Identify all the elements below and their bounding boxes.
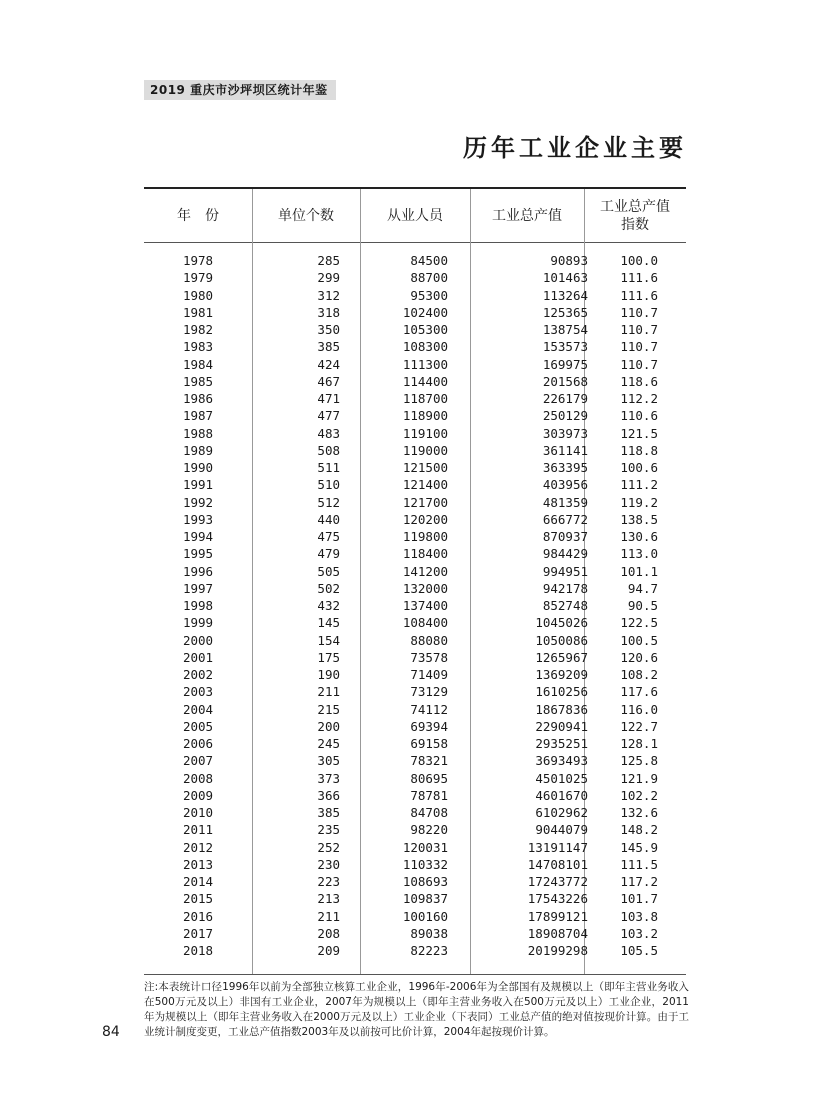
cell-employees: 84500 — [410, 253, 448, 268]
cell-output: 17543226 — [527, 891, 588, 907]
cell-units: 440 — [317, 511, 340, 527]
table-row — [144, 787, 686, 804]
cell-year: 1997 — [182, 580, 214, 596]
column-header-units: 单位个数 — [278, 208, 334, 224]
table-row — [144, 390, 686, 407]
cell-employees: 118700 — [402, 391, 448, 406]
cell-units: 479 — [317, 546, 340, 562]
table-row — [144, 580, 686, 597]
cell-year: 1982 — [182, 322, 214, 337]
table-row — [144, 701, 686, 718]
cell-year: 1981 — [182, 304, 214, 320]
cell-output: 666772 — [542, 511, 588, 527]
column-header-output: 工业总产值 — [492, 208, 562, 224]
cell-units: 385 — [317, 339, 340, 355]
table-row — [144, 942, 686, 959]
cell-employees: 69158 — [410, 736, 448, 751]
cell-year: 2005 — [182, 718, 214, 734]
cell-employees: 95300 — [410, 287, 448, 303]
cell-employees: 132000 — [402, 580, 448, 596]
table-row — [144, 632, 686, 649]
cell-employees: 74112 — [410, 701, 448, 717]
table-row — [144, 839, 686, 856]
cell-output: 13191147 — [527, 839, 588, 855]
table-row — [144, 476, 686, 493]
cell-output-index: 110.7 — [620, 322, 658, 337]
cell-units: 211 — [317, 908, 340, 924]
cell-output: 3693493 — [535, 753, 588, 769]
cell-year: 2011 — [182, 822, 214, 838]
cell-units: 510 — [317, 477, 340, 493]
table-row — [144, 407, 686, 424]
cell-year: 1988 — [182, 425, 214, 441]
cell-employees: 110332 — [402, 856, 448, 872]
table-row — [144, 856, 686, 873]
cell-year: 2010 — [182, 805, 214, 820]
cell-units: 200 — [317, 718, 340, 734]
cell-units: 223 — [317, 874, 340, 889]
cell-employees: 78781 — [410, 787, 448, 803]
cell-year: 2015 — [182, 891, 214, 907]
cell-year: 1978 — [182, 253, 214, 268]
table-top-rule — [144, 187, 686, 189]
cell-units: 373 — [317, 770, 340, 786]
cell-output: 125365 — [542, 304, 588, 320]
table-row — [144, 356, 686, 373]
cell-output: 169975 — [542, 356, 588, 372]
cell-output-index: 101.1 — [620, 563, 658, 579]
column-header-output-index: 工业总产值 指数 — [600, 199, 670, 233]
cell-units: 285 — [317, 253, 340, 268]
cell-output-index: 90.5 — [627, 598, 658, 613]
cell-output-index: 113.0 — [620, 546, 658, 562]
cell-employees: 121500 — [402, 460, 448, 475]
cell-employees: 108693 — [402, 874, 448, 889]
cell-units: 424 — [317, 356, 340, 372]
cell-output: 18908704 — [527, 925, 588, 941]
cell-employees: 88700 — [410, 270, 448, 286]
cell-units: 350 — [317, 322, 340, 337]
cell-units: 190 — [317, 667, 340, 682]
cell-year: 1991 — [182, 477, 214, 493]
cell-year: 2013 — [182, 856, 214, 872]
cell-units: 299 — [317, 270, 340, 286]
yearbook-header: 2019 重庆市沙坪坝区统计年鉴 — [150, 83, 328, 97]
table-row — [144, 321, 686, 338]
cell-employees: 78321 — [410, 753, 448, 769]
cell-year: 1996 — [182, 563, 214, 579]
column-header-year: 年 份 — [177, 208, 219, 224]
cell-employees: 120031 — [402, 839, 448, 855]
cell-output-index: 117.6 — [620, 684, 658, 700]
cell-output-index: 122.5 — [620, 615, 658, 631]
cell-output: 942178 — [542, 580, 588, 596]
cell-output: 994951 — [542, 563, 588, 579]
cell-output-index: 110.6 — [620, 408, 658, 424]
table-row — [144, 338, 686, 355]
table-row — [144, 304, 686, 321]
cell-units: 483 — [317, 425, 340, 441]
cell-units: 432 — [317, 598, 340, 613]
cell-year: 2018 — [182, 943, 214, 958]
cell-output-index: 148.2 — [620, 822, 658, 838]
cell-output-index: 110.7 — [620, 304, 658, 320]
table-row — [144, 649, 686, 666]
cell-employees: 108300 — [402, 339, 448, 355]
cell-output-index: 100.0 — [620, 253, 658, 268]
cell-output: 101463 — [542, 270, 588, 286]
cell-output: 403956 — [542, 477, 588, 493]
table-row — [144, 614, 686, 631]
cell-output: 1610256 — [535, 684, 588, 700]
cell-output: 201568 — [542, 373, 588, 389]
table-row — [144, 373, 686, 390]
cell-output-index: 112.2 — [620, 391, 658, 406]
cell-output: 9044079 — [535, 822, 588, 838]
cell-output: 250129 — [542, 408, 588, 424]
cell-output-index: 119.2 — [620, 494, 658, 510]
cell-output-index: 128.1 — [620, 736, 658, 751]
cell-year: 2000 — [182, 632, 214, 648]
cell-output: 2290941 — [535, 718, 588, 734]
table-row — [144, 494, 686, 511]
cell-output-index: 125.8 — [620, 753, 658, 769]
page-title: 历年工业企业主要 — [463, 134, 687, 162]
cell-units: 505 — [317, 563, 340, 579]
cell-units: 208 — [317, 925, 340, 941]
cell-output-index: 103.8 — [620, 908, 658, 924]
table-body — [144, 252, 686, 959]
table-row — [144, 718, 686, 735]
table-row — [144, 804, 686, 821]
cell-units: 318 — [317, 304, 340, 320]
cell-output: 852748 — [542, 598, 588, 613]
cell-output-index: 100.6 — [620, 460, 658, 475]
table-row — [144, 563, 686, 580]
cell-output: 20199298 — [527, 943, 588, 958]
cell-units: 154 — [317, 632, 340, 648]
cell-output-index: 111.2 — [620, 477, 658, 493]
cell-units: 508 — [317, 442, 340, 458]
cell-employees: 121400 — [402, 477, 448, 493]
cell-output-index: 110.7 — [620, 356, 658, 372]
cell-year: 1980 — [182, 287, 214, 303]
cell-year: 2012 — [182, 839, 214, 855]
table-row — [144, 425, 686, 442]
cell-year: 1983 — [182, 339, 214, 355]
cell-output: 17899121 — [527, 908, 588, 924]
cell-employees: 80695 — [410, 770, 448, 786]
table-row — [144, 287, 686, 304]
cell-output-index: 100.5 — [620, 632, 658, 648]
cell-units: 213 — [317, 891, 340, 907]
cell-year: 2003 — [182, 684, 214, 700]
cell-year: 1985 — [182, 373, 214, 389]
table-row — [144, 511, 686, 528]
cell-units: 467 — [317, 373, 340, 389]
table-row — [144, 890, 686, 907]
cell-output-index: 111.5 — [620, 856, 658, 872]
cell-year: 2007 — [182, 753, 214, 769]
cell-units: 230 — [317, 856, 340, 872]
cell-employees: 111300 — [402, 356, 448, 372]
cell-output: 113264 — [542, 287, 588, 303]
cell-output: 14708101 — [527, 856, 588, 872]
cell-employees: 137400 — [402, 598, 448, 613]
table-row — [144, 666, 686, 683]
cell-output: 1369209 — [535, 667, 588, 682]
cell-year: 2006 — [182, 736, 214, 751]
table-row — [144, 683, 686, 700]
cell-output: 6102962 — [535, 805, 588, 820]
cell-employees: 119000 — [402, 442, 448, 458]
cell-employees: 108400 — [402, 615, 448, 631]
cell-output: 2935251 — [535, 736, 588, 751]
cell-output-index: 130.6 — [620, 529, 658, 544]
cell-employees: 141200 — [402, 563, 448, 579]
cell-employees: 69394 — [410, 718, 448, 734]
cell-year: 2001 — [182, 649, 214, 665]
cell-year: 1995 — [182, 546, 214, 562]
cell-output-index: 145.9 — [620, 839, 658, 855]
cell-year: 1979 — [182, 270, 214, 286]
cell-output-index: 102.2 — [620, 787, 658, 803]
cell-output: 226179 — [542, 391, 588, 406]
cell-output: 481359 — [542, 494, 588, 510]
table-row — [144, 442, 686, 459]
cell-units: 312 — [317, 287, 340, 303]
cell-year: 1987 — [182, 408, 214, 424]
table-row — [144, 908, 686, 925]
cell-units: 475 — [317, 529, 340, 544]
table-row — [144, 528, 686, 545]
cell-output: 1867836 — [535, 701, 588, 717]
cell-output-index: 118.8 — [620, 442, 658, 458]
cell-year: 2002 — [182, 667, 214, 682]
cell-employees: 82223 — [410, 943, 448, 958]
cell-employees: 89038 — [410, 925, 448, 941]
cell-year: 2016 — [182, 908, 214, 924]
cell-units: 512 — [317, 494, 340, 510]
table-row — [144, 873, 686, 890]
table-row — [144, 545, 686, 562]
cell-year: 2009 — [182, 787, 214, 803]
cell-units: 235 — [317, 822, 340, 838]
cell-output-index: 138.5 — [620, 511, 658, 527]
table-row — [144, 252, 686, 269]
cell-employees: 73129 — [410, 684, 448, 700]
cell-output: 1050086 — [535, 632, 588, 648]
cell-employees: 118400 — [402, 546, 448, 562]
cell-employees: 118900 — [402, 408, 448, 424]
cell-year: 2008 — [182, 770, 214, 786]
table-row — [144, 597, 686, 614]
cell-output: 153573 — [542, 339, 588, 355]
cell-employees: 102400 — [402, 304, 448, 320]
cell-units: 477 — [317, 408, 340, 424]
cell-output-index: 111.6 — [620, 270, 658, 286]
cell-employees: 88080 — [410, 632, 448, 648]
cell-output: 870937 — [542, 529, 588, 544]
cell-employees: 119800 — [402, 529, 448, 544]
table-row — [144, 770, 686, 787]
table-row — [144, 459, 686, 476]
cell-output-index: 122.7 — [620, 718, 658, 734]
cell-output: 4501025 — [535, 770, 588, 786]
cell-year: 2017 — [182, 925, 214, 941]
cell-output-index: 94.7 — [627, 580, 658, 596]
cell-output: 1265967 — [535, 649, 588, 665]
cell-output: 1045026 — [535, 615, 588, 631]
cell-employees: 73578 — [410, 649, 448, 665]
cell-output: 303973 — [542, 425, 588, 441]
cell-output: 138754 — [542, 322, 588, 337]
cell-employees: 98220 — [410, 822, 448, 838]
cell-units: 215 — [317, 701, 340, 717]
cell-output-index: 120.6 — [620, 649, 658, 665]
cell-units: 211 — [317, 684, 340, 700]
table-row — [144, 269, 686, 286]
table-row — [144, 821, 686, 838]
cell-output-index: 111.6 — [620, 287, 658, 303]
cell-employees: 120200 — [402, 511, 448, 527]
cell-units: 145 — [317, 615, 340, 631]
column-header-employees: 从业人员 — [387, 208, 443, 224]
cell-output-index: 132.6 — [620, 805, 658, 820]
cell-units: 502 — [317, 580, 340, 596]
table-header-rule — [144, 242, 686, 243]
cell-output: 17243772 — [527, 874, 588, 889]
cell-year: 1998 — [182, 598, 214, 613]
cell-year: 2004 — [182, 701, 214, 717]
table-bottom-rule — [144, 974, 686, 975]
cell-units: 385 — [317, 805, 340, 820]
page-number: 84 — [102, 1024, 120, 1040]
cell-output-index: 121.5 — [620, 425, 658, 441]
cell-output-index: 116.0 — [620, 701, 658, 717]
cell-year: 1984 — [182, 356, 214, 372]
cell-year: 1993 — [182, 511, 214, 527]
cell-year: 1989 — [182, 442, 214, 458]
cell-year: 1994 — [182, 529, 214, 544]
cell-units: 471 — [317, 391, 340, 406]
cell-units: 209 — [317, 943, 340, 958]
cell-employees: 105300 — [402, 322, 448, 337]
cell-employees: 119100 — [402, 425, 448, 441]
cell-employees: 114400 — [402, 373, 448, 389]
cell-year: 1999 — [182, 615, 214, 631]
table-row — [144, 735, 686, 752]
cell-units: 252 — [317, 839, 340, 855]
cell-year: 1990 — [182, 460, 214, 475]
cell-output-index: 117.2 — [620, 874, 658, 889]
cell-units: 366 — [317, 787, 340, 803]
table-row — [144, 925, 686, 942]
cell-output: 361141 — [542, 442, 588, 458]
cell-year: 1992 — [182, 494, 214, 510]
table-row — [144, 752, 686, 769]
cell-output: 4601670 — [535, 787, 588, 803]
cell-output-index: 110.7 — [620, 339, 658, 355]
cell-output-index: 105.5 — [620, 943, 658, 958]
cell-employees: 84708 — [410, 805, 448, 820]
cell-units: 511 — [317, 460, 340, 475]
cell-units: 175 — [317, 649, 340, 665]
cell-output: 984429 — [542, 546, 588, 562]
cell-output-index: 121.9 — [620, 770, 658, 786]
cell-output-index: 118.6 — [620, 373, 658, 389]
cell-output: 363395 — [542, 460, 588, 475]
cell-employees: 71409 — [410, 667, 448, 682]
cell-output-index: 101.7 — [620, 891, 658, 907]
cell-year: 2014 — [182, 874, 214, 889]
cell-employees: 109837 — [402, 891, 448, 907]
table-note: 注:本表统计口径1996年以前为全部独立核算工业企业，1996年-2006年为全部国有及规模以上（即年主营业务收入在500万元及以上）非国有工业企业，2007年为规模以上（即年主营业务收入在500万元及以上）工业企业，2011年为规模以上（即年主营业务收入在2000万元及以上）工业企业（下表同）工业总产值的绝对值按现价计算。由于工业统计制度变更，工业总产值指数2003年及以前按可比价计算，2004年起按现价计算。 — [144, 981, 689, 1038]
cell-output-index: 103.2 — [620, 925, 658, 941]
cell-employees: 100160 — [402, 908, 448, 924]
cell-employees: 121700 — [402, 494, 448, 510]
cell-output: 90893 — [550, 253, 588, 268]
cell-output-index: 108.2 — [620, 667, 658, 682]
cell-units: 305 — [317, 753, 340, 769]
cell-units: 245 — [317, 736, 340, 751]
cell-year: 1986 — [182, 391, 214, 406]
